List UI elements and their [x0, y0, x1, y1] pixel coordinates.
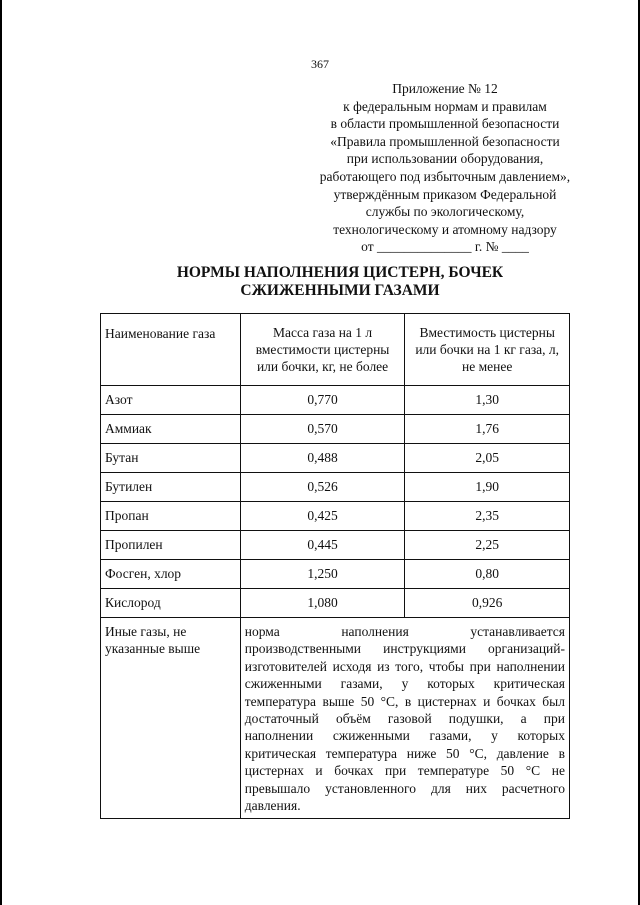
- cell-capacity: 0,926: [405, 589, 570, 618]
- annex-line: Приложение № 12: [392, 81, 498, 96]
- cell-mass: 0,425: [240, 502, 405, 531]
- annex-line: технологическому и атомному надзору: [333, 221, 557, 237]
- cell-capacity: 1,30: [405, 386, 570, 415]
- cell-capacity: 2,35: [405, 502, 570, 531]
- table-row: [101, 531, 570, 560]
- table-row: [101, 444, 570, 473]
- annex-line: от ______________ г. № ____: [361, 239, 529, 255]
- table-row: [101, 386, 570, 415]
- header-capacity: Вместимость цистерны или бочки на 1 кг газа, л, не менее: [405, 314, 570, 386]
- table-row-other-gases: [101, 618, 570, 819]
- cell-gas: Пропан: [101, 502, 241, 531]
- page-number: 367: [311, 57, 329, 71]
- cell-mass: 0,570: [240, 415, 405, 444]
- annex-line: утверждённым приказом Федеральной: [333, 186, 557, 202]
- cell-mass: 0,526: [240, 473, 405, 502]
- cell-mass: 0,445: [240, 531, 405, 560]
- document-title: [150, 264, 530, 300]
- annex-line: «Правила промышленной безопасности: [330, 133, 560, 149]
- annex-line: к федеральным нормам и правилам: [343, 98, 547, 114]
- cell-gas: Аммиак: [101, 415, 241, 444]
- annex-line: службы по экологическому,: [365, 204, 525, 220]
- header-gas-name: Наименование газа: [101, 314, 241, 386]
- annex-line: при использовании оборудования,: [346, 151, 544, 167]
- title-line-1: НОРМЫ НАПОЛНЕНИЯ ЦИСТЕРН, БОЧЕК: [176, 264, 504, 281]
- cell-capacity: 0,80: [405, 560, 570, 589]
- table-row: [101, 589, 570, 618]
- annex-line: в области промышленной безопасности: [330, 116, 560, 132]
- annex-header: [300, 80, 590, 256]
- cell-capacity: 2,05: [405, 444, 570, 473]
- table-row: [101, 473, 570, 502]
- header-mass: Масса газа на 1 л вместимости цистерны или бочки, кг, не более: [240, 314, 405, 386]
- page-border-left: [0, 0, 2, 905]
- cell-gas: Азот: [101, 386, 241, 415]
- table-header-row: [101, 314, 570, 386]
- gas-filling-table: [100, 313, 570, 819]
- cell-mass: 0,770: [240, 386, 405, 415]
- cell-gas: Пропилен: [101, 531, 241, 560]
- cell-gas: Кислород: [101, 589, 241, 618]
- table-row: [101, 415, 570, 444]
- cell-gas: Бутилен: [101, 473, 241, 502]
- cell-other-norm-text: норма наполнения устанавливается производственными инструкциями организаций-изготовителей исходя из того, чтобы при наполнении сжиженными газами, у которых критическая температура выше 50 °С, в цистернах и бочках был достаточный объём газовой подушки, а при наполнении сжиженными газами, у которых критическая температура ниже 50 °С, давление в цистернах и бочках при температуре 50 °С не превышало установленного для них расчетного давления.: [240, 618, 569, 819]
- cell-mass: 0,488: [240, 444, 405, 473]
- cell-gas-other: Иные газы, не указанные выше: [101, 618, 241, 819]
- cell-mass: 1,080: [240, 589, 405, 618]
- cell-mass: 1,250: [240, 560, 405, 589]
- annex-line: работающего под избыточным давлением»,: [319, 168, 571, 184]
- table-row: [101, 560, 570, 589]
- cell-capacity: 1,90: [405, 473, 570, 502]
- cell-capacity: 1,76: [405, 415, 570, 444]
- table-row: [101, 502, 570, 531]
- cell-gas: Фосген, хлор: [101, 560, 241, 589]
- cell-capacity: 2,25: [405, 531, 570, 560]
- cell-gas: Бутан: [101, 444, 241, 473]
- title-line-2: СЖИЖЕННЫМИ ГАЗАМИ: [240, 282, 440, 299]
